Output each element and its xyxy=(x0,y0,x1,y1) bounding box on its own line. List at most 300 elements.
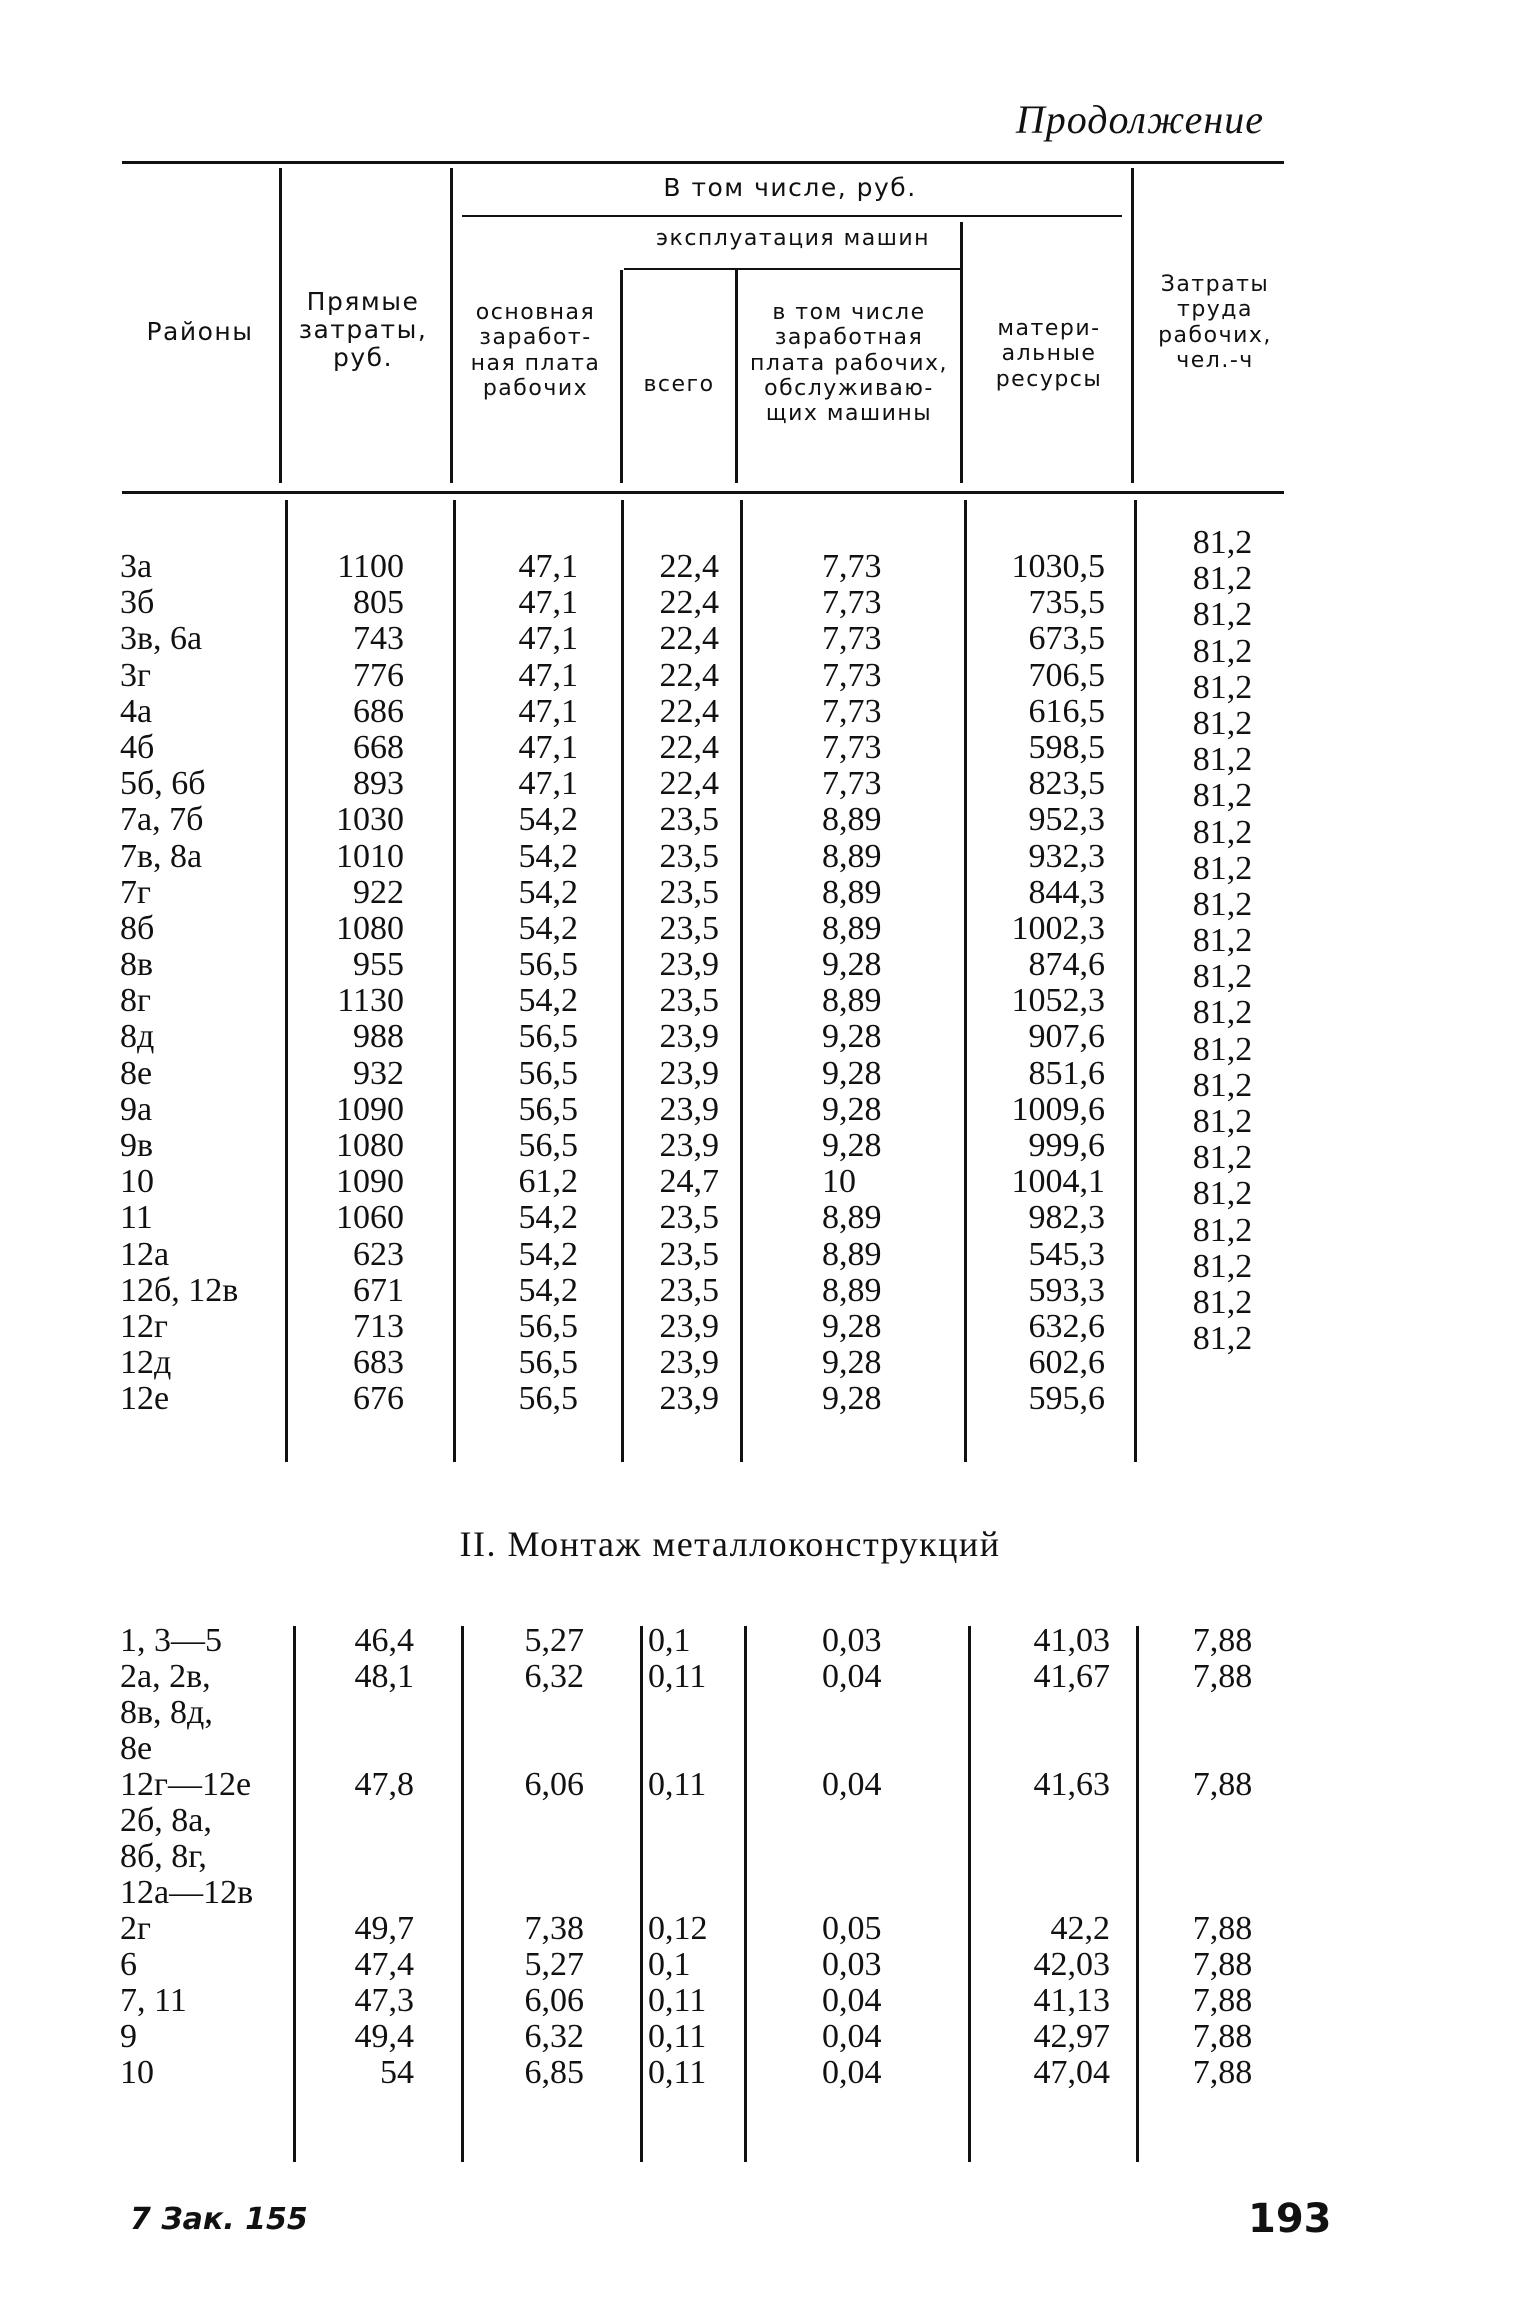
table2-labor-column xyxy=(1160,1623,1285,2091)
table1-cell-machine_wage: 7,73 xyxy=(822,692,882,730)
table1-cell-wage: 54,2 xyxy=(518,801,578,839)
table2-cell-total: 0,11 xyxy=(648,1766,707,1803)
table1-cell-wage: 56,5 xyxy=(518,1307,578,1345)
table1-cell-direct: 676 xyxy=(353,1380,404,1418)
table2-cell-direct: 48,1 xyxy=(354,1658,414,1695)
table1-cell-labor: 81,2 xyxy=(1192,1247,1253,1285)
table1-cell-labor: 81,2 xyxy=(1192,1320,1253,1358)
table1-machine-wage-column xyxy=(822,549,942,1418)
table1-cell-machine_wage: 9,28 xyxy=(822,946,882,984)
table1-cell-direct: 1130 xyxy=(337,982,404,1020)
table1-cell-machine_wage: 8,89 xyxy=(822,1271,882,1309)
table2-cell-machine_wage xyxy=(822,1839,952,1875)
table2-cell-regions: 12а—12в xyxy=(120,1874,254,1911)
table2-cell-regions: 10 xyxy=(120,2054,154,2091)
table1-cell-machine_wage: 7,73 xyxy=(822,728,882,766)
table1-cell-total: 22,4 xyxy=(659,765,719,803)
header-direct-costs: Прямые затраты, руб. xyxy=(298,287,428,372)
table2-cell-direct: 49,4 xyxy=(354,2018,414,2055)
table2-cell-labor xyxy=(1160,1803,1285,1839)
table2-cell-machine_wage: 0,04 xyxy=(822,1766,882,1803)
table1-cell-labor: 81,2 xyxy=(1192,1030,1253,1068)
table2-cell-direct xyxy=(296,1875,414,1911)
table2-cell-wage: 7,38 xyxy=(524,1910,584,1947)
body-vrule-3 xyxy=(621,500,624,1462)
t2-vrule-5 xyxy=(968,1626,971,2162)
table2-cell-wage: 6,06 xyxy=(524,1982,584,2019)
t2-vrule-3 xyxy=(640,1626,643,2162)
table2-cell-total xyxy=(648,1731,738,1767)
table1-cell-region: 8е xyxy=(120,1054,153,1092)
table2-cell-total: 0,11 xyxy=(648,2018,707,2055)
table2-cell-machine_wage: 0,04 xyxy=(822,2018,882,2055)
table1-cell-machine_wage: 8,89 xyxy=(822,1235,882,1273)
table1-cell-materials: 673,5 xyxy=(1028,620,1105,658)
header-base-wage: основная заработ-ная плата рабочих xyxy=(470,300,601,401)
table1-cell-machine_wage: 7,73 xyxy=(822,584,882,622)
table1-cell-direct: 776 xyxy=(353,656,404,694)
table1-cell-region: 3в, 6а xyxy=(120,620,203,658)
header-vrule-4 xyxy=(735,270,738,483)
table1-cell-total: 22,4 xyxy=(659,692,719,730)
table1-cell-region: 11 xyxy=(120,1199,153,1237)
table1-cell-materials: 1052,3 xyxy=(1011,982,1105,1020)
table1-cell-materials: 982,3 xyxy=(1028,1199,1105,1237)
table2-cell-materials xyxy=(980,1839,1110,1875)
table1-cell-materials: 844,3 xyxy=(1028,873,1105,911)
table-top-rule xyxy=(122,161,1284,164)
table1-cell-total: 23,9 xyxy=(659,1090,719,1128)
table2-cell-direct xyxy=(296,1839,414,1875)
table2-cell-machine_wage: 0,03 xyxy=(822,1946,882,1983)
table1-cell-materials: 545,3 xyxy=(1028,1235,1105,1273)
table2-cell-total: 0,11 xyxy=(648,1658,707,1695)
table1-cell-wage: 56,5 xyxy=(518,1127,578,1164)
table2-cell-wage xyxy=(466,1731,584,1767)
table1-cell-region: 7г xyxy=(120,873,151,911)
table1-cell-wage: 54,2 xyxy=(518,1199,578,1237)
table1-cell-direct: 1080 xyxy=(336,1127,404,1164)
table2-cell-labor: 7,88 xyxy=(1192,1982,1253,2019)
table1-cell-machine_wage: 8,89 xyxy=(822,801,882,839)
table2-cell-direct: 49,7 xyxy=(354,1910,414,1947)
body-vrule-5 xyxy=(964,500,967,1462)
table2-cell-labor xyxy=(1160,1731,1285,1767)
table1-cell-machine_wage: 9,28 xyxy=(822,1127,882,1164)
table2-cell-total xyxy=(648,1875,738,1911)
table2-cell-direct: 47,8 xyxy=(354,1766,414,1803)
table1-cell-total: 22,4 xyxy=(659,620,719,658)
table2-cell-direct: 54 xyxy=(380,2054,414,2091)
table1-total-column xyxy=(626,549,719,1418)
table2-cell-wage: 6,85 xyxy=(524,2054,584,2091)
table1-cell-total: 23,5 xyxy=(659,873,719,911)
table2-cell-labor: 7,88 xyxy=(1192,1910,1253,1947)
table2-cell-materials: 42,03 xyxy=(1033,1946,1110,1983)
table1-cell-direct: 1100 xyxy=(337,548,404,585)
table1-cell-wage: 47,1 xyxy=(518,692,578,730)
table2-cell-labor xyxy=(1160,1875,1285,1911)
table1-cell-region: 9а xyxy=(120,1090,153,1128)
table2-cell-labor: 7,88 xyxy=(1192,1622,1253,1659)
table1-cell-labor: 81,2 xyxy=(1192,849,1253,887)
table1-cell-direct: 932 xyxy=(353,1054,404,1092)
table1-cell-total: 23,9 xyxy=(659,946,719,984)
table1-cell-labor: 81,2 xyxy=(1192,1283,1253,1321)
table1-cell-machine_wage: 9,28 xyxy=(822,1054,882,1092)
table1-cell-wage: 56,5 xyxy=(518,1054,578,1092)
table1-cell-region: 8д xyxy=(120,1018,155,1056)
table1-cell-materials: 595,6 xyxy=(1028,1380,1105,1418)
table2-cell-wage xyxy=(466,1803,584,1839)
table2-regions-column xyxy=(120,1623,290,2091)
table2-cell-regions: 9 xyxy=(120,2018,137,2055)
table1-cell-labor: 81,2 xyxy=(1192,704,1253,742)
table1-cell-materials: 851,6 xyxy=(1028,1054,1105,1092)
table2-cell-labor: 7,88 xyxy=(1192,1658,1253,1695)
table1-cell-region: 7а, 7б xyxy=(120,801,204,839)
table1-cell-wage: 47,1 xyxy=(518,765,578,803)
header-vrule-2 xyxy=(450,168,453,483)
table1-cell-direct: 668 xyxy=(353,728,404,766)
table2-cell-total xyxy=(648,1839,738,1875)
table1-cell-wage: 56,5 xyxy=(518,1018,578,1056)
table2-cell-regions: 8е xyxy=(120,1730,153,1767)
table1-cell-direct: 988 xyxy=(353,1018,404,1056)
table1-cell-labor: 81,2 xyxy=(1192,1103,1253,1140)
table1-cell-region: 12б, 12в xyxy=(120,1271,239,1309)
table1-cell-total: 23,9 xyxy=(659,1344,719,1382)
table1-cell-wage: 61,2 xyxy=(518,1163,578,1201)
table1-cell-machine_wage: 8,89 xyxy=(822,873,882,911)
t2-vrule-2 xyxy=(461,1626,464,2162)
table1-cell-wage: 54,2 xyxy=(518,837,578,875)
table2-cell-wage xyxy=(466,1839,584,1875)
table1-direct-column xyxy=(290,549,404,1418)
table1-cell-materials: 1009,6 xyxy=(1011,1090,1105,1128)
table2-cell-machine_wage xyxy=(822,1695,952,1731)
table2-cell-machine_wage: 0,04 xyxy=(822,1982,882,2019)
table1-cell-total: 23,9 xyxy=(659,1307,719,1345)
header-incl-wage: в том числе заработная плата рабочих, обслуживаю-щих машины xyxy=(750,300,948,427)
table1-cell-machine_wage: 7,73 xyxy=(822,765,882,803)
table1-cell-labor: 81,2 xyxy=(1192,741,1253,779)
table1-cell-region: 8в xyxy=(120,946,154,984)
table1-cell-direct: 955 xyxy=(353,946,404,984)
table1-cell-wage: 54,2 xyxy=(518,1235,578,1273)
table1-cell-total: 23,9 xyxy=(659,1054,719,1092)
header-labor: Затраты труда рабочих, чел.-ч xyxy=(1158,272,1272,373)
table1-cell-wage: 54,2 xyxy=(518,909,578,947)
header-vrule-6 xyxy=(1131,168,1134,483)
table2-cell-total: 0,11 xyxy=(648,2054,707,2091)
table1-cell-labor: 81,2 xyxy=(1192,596,1253,634)
table1-cell-materials: 1030,5 xyxy=(1011,548,1105,585)
table1-cell-region: 12д xyxy=(120,1344,172,1382)
table1-cell-labor: 81,2 xyxy=(1192,1139,1253,1177)
table1-cell-labor: 81,2 xyxy=(1192,524,1253,561)
table2-cell-materials xyxy=(980,1731,1110,1767)
table2-cell-labor: 7,88 xyxy=(1192,1766,1253,1803)
table1-cell-materials: 1004,1 xyxy=(1011,1163,1105,1201)
table2-cell-direct xyxy=(296,1695,414,1731)
table1-cell-machine_wage: 9,28 xyxy=(822,1090,882,1128)
table1-cell-wage: 47,1 xyxy=(518,584,578,622)
table1-cell-labor: 81,2 xyxy=(1192,777,1253,815)
table1-cell-region: 9в xyxy=(120,1127,154,1164)
table2-cell-direct: 47,4 xyxy=(354,1946,414,1983)
table1-cell-materials: 907,6 xyxy=(1028,1018,1105,1056)
t2-vrule-6 xyxy=(1136,1626,1139,2162)
table1-cell-direct: 893 xyxy=(353,765,404,803)
table1-cell-direct: 922 xyxy=(353,873,404,911)
table1-cell-materials: 952,3 xyxy=(1028,801,1105,839)
table1-cell-total: 22,4 xyxy=(659,728,719,766)
table2-total-column xyxy=(648,1623,738,2091)
table1-cell-region: 4а xyxy=(120,692,153,730)
table1-cell-direct: 743 xyxy=(353,620,404,658)
table2-cell-regions: 1, 3—5 xyxy=(120,1622,222,1659)
table1-cell-materials: 632,6 xyxy=(1028,1307,1105,1345)
page-number: 193 xyxy=(1248,2196,1332,2242)
table1-cell-direct: 805 xyxy=(353,584,404,622)
header-machine-operation: эксплуатация машин xyxy=(655,226,931,251)
table1-cell-labor: 81,2 xyxy=(1192,922,1253,960)
section-title: II. Монтаж металлоконструкций xyxy=(459,1524,1001,1564)
table1-cell-materials: 598,5 xyxy=(1028,728,1105,766)
table1-cell-labor: 81,2 xyxy=(1192,1066,1253,1104)
table1-cell-machine_wage: 9,28 xyxy=(822,1344,882,1382)
header-including: В том числе, руб. xyxy=(663,173,917,202)
table2-cell-machine_wage: 0,03 xyxy=(822,1622,882,1659)
table1-cell-wage: 54,2 xyxy=(518,1271,578,1309)
table2-cell-labor xyxy=(1160,1839,1285,1875)
table1-cell-total: 23,5 xyxy=(659,909,719,947)
table1-cell-total: 23,9 xyxy=(659,1380,719,1418)
table1-cell-labor xyxy=(1160,1357,1285,1393)
body-vrule-4 xyxy=(740,500,743,1462)
header-materials: матери-альные ресурсы xyxy=(995,316,1103,392)
table1-cell-direct: 1090 xyxy=(336,1163,404,1201)
table1-cell-wage: 56,5 xyxy=(518,1380,578,1418)
body-vrule-2 xyxy=(453,500,456,1462)
table2-cell-total: 0,11 xyxy=(648,1982,707,2019)
table1-cell-wage: 47,1 xyxy=(518,656,578,694)
table1-cell-direct: 683 xyxy=(353,1344,404,1382)
table2-cell-materials: 41,03 xyxy=(1033,1622,1110,1659)
table1-cell-labor: 81,2 xyxy=(1192,885,1253,923)
table2-cell-materials: 42,2 xyxy=(1050,1910,1110,1947)
table1-cell-machine_wage: 7,73 xyxy=(822,548,882,585)
table1-cell-direct: 713 xyxy=(353,1307,404,1345)
table2-cell-materials xyxy=(980,1803,1110,1839)
table1-wage-column xyxy=(460,549,578,1418)
table2-cell-materials: 47,04 xyxy=(1033,2054,1110,2091)
table2-cell-direct xyxy=(296,1803,414,1839)
table2-cell-machine_wage: 0,04 xyxy=(822,1658,882,1695)
table1-cell-machine_wage: 7,73 xyxy=(822,620,882,658)
table2-cell-wage xyxy=(466,1875,584,1911)
header-bottom-rule xyxy=(122,491,1284,494)
table1-cell-region: 12е xyxy=(120,1380,170,1418)
table1-cell-region: 10 xyxy=(120,1163,154,1201)
table1-cell-labor: 81,2 xyxy=(1192,668,1253,706)
body-vrule-6 xyxy=(1134,500,1137,1462)
table2-cell-regions: 8б, 8г, xyxy=(120,1838,207,1875)
table1-cell-total: 22,4 xyxy=(659,656,719,694)
machine-subgroup-rule xyxy=(624,268,962,270)
table1-cell-region: 8б xyxy=(120,909,155,947)
header-regions: Районы xyxy=(146,317,254,346)
table1-cell-wage: 47,1 xyxy=(518,620,578,658)
table2-cell-regions: 2г xyxy=(120,1910,151,1947)
table2-cell-regions: 7, 11 xyxy=(120,1982,187,2019)
table1-cell-machine_wage: 8,89 xyxy=(822,909,882,947)
table1-cell-total: 22,4 xyxy=(659,548,719,585)
table1-cell-materials: 616,5 xyxy=(1028,692,1105,730)
table2-cell-wage: 5,27 xyxy=(524,1622,584,1659)
table2-machine-wage-column xyxy=(822,1623,952,2091)
table1-cell-direct: 1030 xyxy=(336,801,404,839)
header-vrule-5 xyxy=(960,222,963,483)
table1-cell-direct: 1090 xyxy=(336,1090,404,1128)
table1-cell-region: 12г xyxy=(120,1307,168,1345)
table2-cell-machine_wage: 0,04 xyxy=(822,2054,882,2091)
table1-cell-direct: 623 xyxy=(353,1235,404,1273)
table1-cell-total: 23,5 xyxy=(659,1235,719,1273)
table2-cell-machine_wage: 0,05 xyxy=(822,1910,882,1947)
table1-cell-machine_wage: 9,28 xyxy=(822,1307,882,1345)
footer-order-note: 7 Зак. 155 xyxy=(130,2202,308,2237)
table1-cell-direct: 686 xyxy=(353,692,404,730)
table1-cell-region: 3б xyxy=(120,584,155,622)
table1-cell-machine_wage: 10 xyxy=(822,1163,856,1201)
table2-direct-column xyxy=(296,1623,414,2091)
table1-materials-column xyxy=(970,549,1105,1418)
table1-cell-wage: 54,2 xyxy=(518,873,578,911)
table1-cell-wage: 56,5 xyxy=(518,946,578,984)
table1-cell-region: 4б xyxy=(120,728,155,766)
table2-cell-total: 0,12 xyxy=(648,1910,708,1947)
table1-regions-column xyxy=(120,549,280,1418)
table1-cell-machine_wage: 9,28 xyxy=(822,1018,882,1056)
table1-cell-machine_wage: 8,89 xyxy=(822,1199,882,1237)
table2-cell-direct: 47,3 xyxy=(354,1982,414,2019)
table1-cell-direct: 1080 xyxy=(336,909,404,947)
table1-cell-wage: 47,1 xyxy=(518,728,578,766)
table1-cell-materials: 735,5 xyxy=(1028,584,1105,622)
table2-wage-column xyxy=(466,1623,584,2091)
table1-cell-labor: 81,2 xyxy=(1192,994,1253,1032)
table1-cell-materials: 874,6 xyxy=(1028,946,1105,984)
table1-cell-total: 23,5 xyxy=(659,1271,719,1309)
table2-cell-labor: 7,88 xyxy=(1192,1946,1253,1983)
table1-cell-direct: 1010 xyxy=(336,837,404,875)
table1-cell-machine_wage: 8,89 xyxy=(822,837,882,875)
table2-cell-direct: 46,4 xyxy=(354,1622,414,1659)
table1-cell-wage: 47,1 xyxy=(518,548,578,585)
table2-cell-labor: 7,88 xyxy=(1192,2018,1253,2055)
table2-cell-regions: 2б, 8а, xyxy=(120,1802,212,1839)
table1-cell-labor: 81,2 xyxy=(1192,958,1253,996)
table1-cell-labor: 81,2 xyxy=(1192,560,1253,598)
header-vrule-1 xyxy=(279,168,282,483)
continuation-label: Продолжение xyxy=(1015,97,1264,142)
table1-cell-machine_wage: 9,28 xyxy=(822,1380,882,1418)
table1-cell-total: 23,5 xyxy=(659,982,719,1020)
table1-cell-total: 23,5 xyxy=(659,1199,719,1237)
table2-cell-wage: 6,32 xyxy=(524,1658,584,1695)
table1-cell-materials: 593,3 xyxy=(1028,1271,1105,1309)
table2-cell-materials: 41,13 xyxy=(1033,1982,1110,2019)
table1-cell-wage: 56,5 xyxy=(518,1090,578,1128)
table1-cell-materials: 932,3 xyxy=(1028,837,1105,875)
table1-cell-region: 3а xyxy=(120,548,153,585)
table2-cell-total xyxy=(648,1695,738,1731)
table2-cell-machine_wage xyxy=(822,1875,952,1911)
table1-cell-machine_wage: 7,73 xyxy=(822,656,882,694)
table1-cell-labor: 81,2 xyxy=(1192,632,1253,670)
table1-labor-column xyxy=(1160,525,1285,1394)
table2-cell-materials xyxy=(980,1875,1110,1911)
table2-cell-wage: 5,27 xyxy=(524,1946,584,1983)
table1-cell-materials: 1002,3 xyxy=(1011,909,1105,947)
table2-cell-wage xyxy=(466,1695,584,1731)
table1-cell-total: 23,9 xyxy=(659,1018,719,1056)
table1-cell-machine_wage: 8,89 xyxy=(822,982,882,1020)
table2-cell-regions: 8в, 8д, xyxy=(120,1694,213,1731)
table2-cell-total xyxy=(648,1803,738,1839)
table2-cell-regions: 12г—12е xyxy=(120,1766,252,1803)
table1-cell-labor: 81,2 xyxy=(1192,813,1253,851)
table1-cell-region: 12а xyxy=(120,1235,170,1273)
body-vrule-1 xyxy=(285,500,288,1462)
table1-cell-direct: 671 xyxy=(353,1271,404,1309)
table1-cell-region: 7в, 8а xyxy=(120,837,203,875)
table1-cell-region: 8г xyxy=(120,982,151,1020)
table2-cell-regions: 2а, 2в, xyxy=(120,1658,211,1695)
table1-cell-materials: 999,6 xyxy=(1028,1127,1105,1164)
table1-cell-total: 24,7 xyxy=(659,1163,719,1201)
table1-cell-region: 5б, 6б xyxy=(120,765,206,803)
table2-cell-labor: 7,88 xyxy=(1192,2054,1253,2091)
table1-cell-total: 23,5 xyxy=(659,801,719,839)
table1-cell-region: 3г xyxy=(120,656,151,694)
table1-cell-total: 23,9 xyxy=(659,1127,719,1164)
table2-cell-regions: 6 xyxy=(120,1946,137,1983)
table1-cell-labor: 81,2 xyxy=(1192,1175,1253,1213)
table2-cell-wage: 6,32 xyxy=(524,2018,584,2055)
table2-cell-materials: 41,67 xyxy=(1033,1658,1110,1695)
table1-cell-wage: 54,2 xyxy=(518,982,578,1020)
table2-cell-labor xyxy=(1160,1695,1285,1731)
table1-cell-total: 23,5 xyxy=(659,837,719,875)
table1-cell-direct: 1060 xyxy=(336,1199,404,1237)
table1-cell-materials: 823,5 xyxy=(1028,765,1105,803)
table2-cell-machine_wage xyxy=(822,1731,952,1767)
table1-cell-materials: 706,5 xyxy=(1028,656,1105,694)
header-total: всего xyxy=(643,372,715,397)
table1-cell-wage: 56,5 xyxy=(518,1344,578,1382)
table1-cell-total: 22,4 xyxy=(659,584,719,622)
t2-vrule-4 xyxy=(744,1626,747,2162)
table2-cell-total: 0,1 xyxy=(648,1622,691,1659)
table2-cell-materials: 42,97 xyxy=(1033,2018,1110,2055)
table2-cell-direct xyxy=(296,1731,414,1767)
table2-cell-total: 0,1 xyxy=(648,1946,691,1983)
machine-group-rule xyxy=(462,215,1122,217)
table2-cell-wage: 6,06 xyxy=(524,1766,584,1803)
